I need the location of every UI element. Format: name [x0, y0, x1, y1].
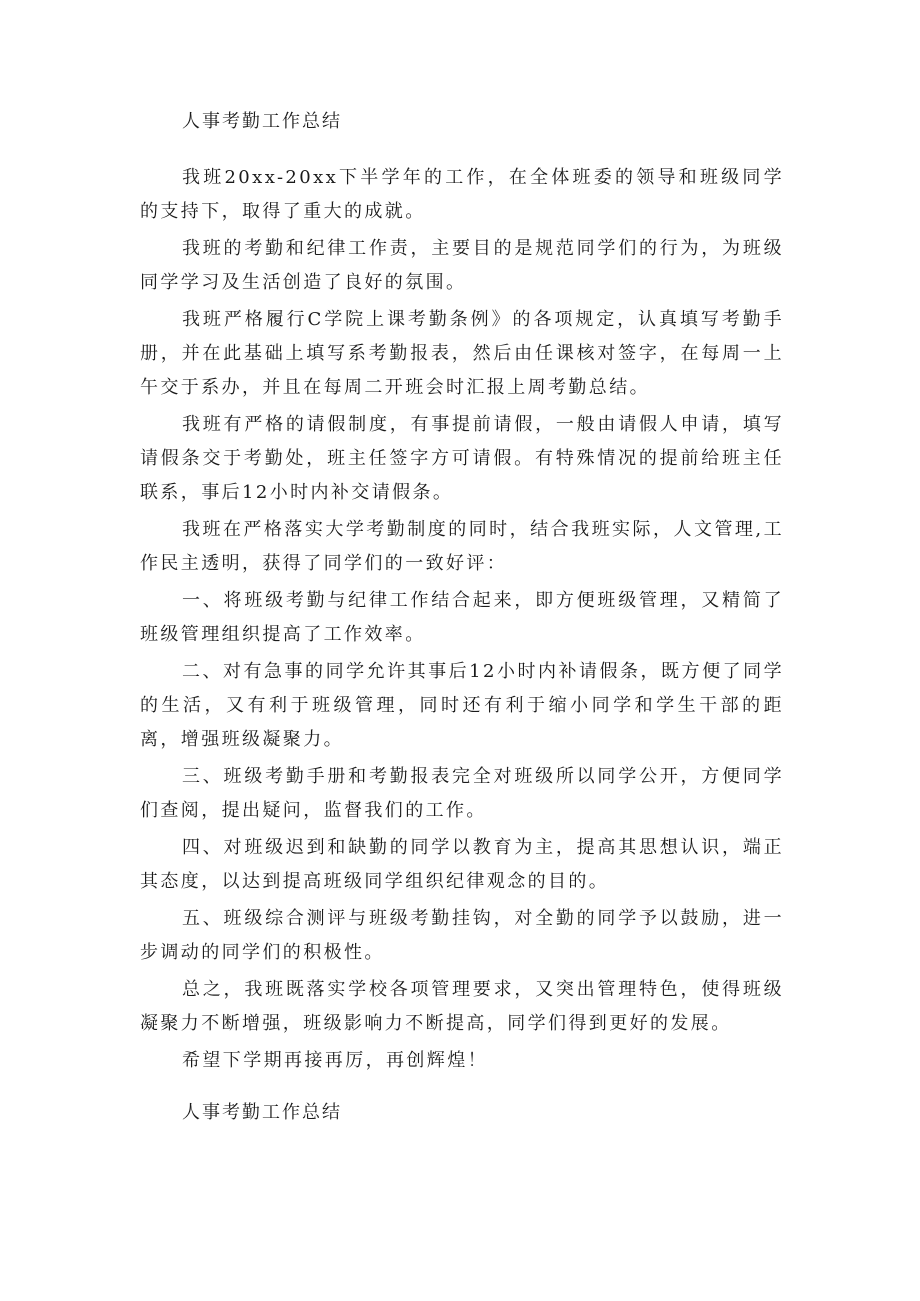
next-document-title: 人事考勤工作总结 — [182, 1102, 342, 1123]
paragraph-conclusion: 总之，我班既落实学校各项管理要求，又突出管理特色，使得班级凝聚力不断增强，班级影响力不断提高，同学们得到更好的发展。 — [140, 979, 784, 1034]
paragraph-purpose: 我班的考勤和纪律工作责，主要目的是规范同学们的行为，为班级同学学习及生活创造了良好的氛围。 — [140, 238, 784, 293]
paragraph-point-5: 五、班级综合测评与班级考勤挂钩，对全勤的同学予以鼓励，进一步调动的同学们的积极性。 — [140, 908, 784, 963]
paragraph-regulations: 我班严格履行C学院上课考勤条例》的各项规定，认真填写考勤手册，并在此基础上填写系考勤报表，然后由任课核对签字，在每周一上午交于系办，并且在每周二开班会时汇报上周考勤总结。 — [140, 309, 784, 398]
paragraph-leave-system: 我班有严格的请假制度，有事提前请假，一般由请假人申请，填写请假条交于考勤处，班主任签字方可请假。有特殊情况的提前给班主任联系，事后12小时内补交请假条。 — [140, 414, 784, 503]
paragraph-point-2: 二、对有急事的同学允许其事后12小时内补请假条，既方便了同学的生活，又有利于班级管理，同时还有利于缩小同学和学生干部的距离，增强班级凝聚力。 — [140, 661, 784, 750]
paragraph-intro: 我班20xx-20xx下半学年的工作，在全体班委的领导和班级同学的支持下，取得了重大的成就。 — [140, 167, 784, 222]
paragraph-point-4: 四、对班级迟到和缺勤的同学以教育为主，提高其思想认识，端正其态度，以达到提高班级同学组织纪律观念的目的。 — [140, 837, 784, 892]
paragraph-management: 我班在严格落实大学考勤制度的同时，结合我班实际，人文管理,工作民主透明，获得了同学们的一致好评： — [140, 519, 784, 574]
document-body — [140, 161, 784, 1081]
paragraph-closing: 希望下学期再接再厉，再创辉煌！ — [182, 1050, 488, 1071]
paragraph-point-1: 一、将班级考勤与纪律工作结合起来，即方便班级管理，又精简了班级管理组织提高了工作效率。 — [140, 590, 784, 645]
document-title: 人事考勤工作总结 — [182, 111, 342, 132]
paragraph-point-3: 三、班级考勤手册和考勤报表完全对班级所以同学公开，方便同学们查阅，提出疑问，监督我们的工作。 — [140, 766, 784, 821]
